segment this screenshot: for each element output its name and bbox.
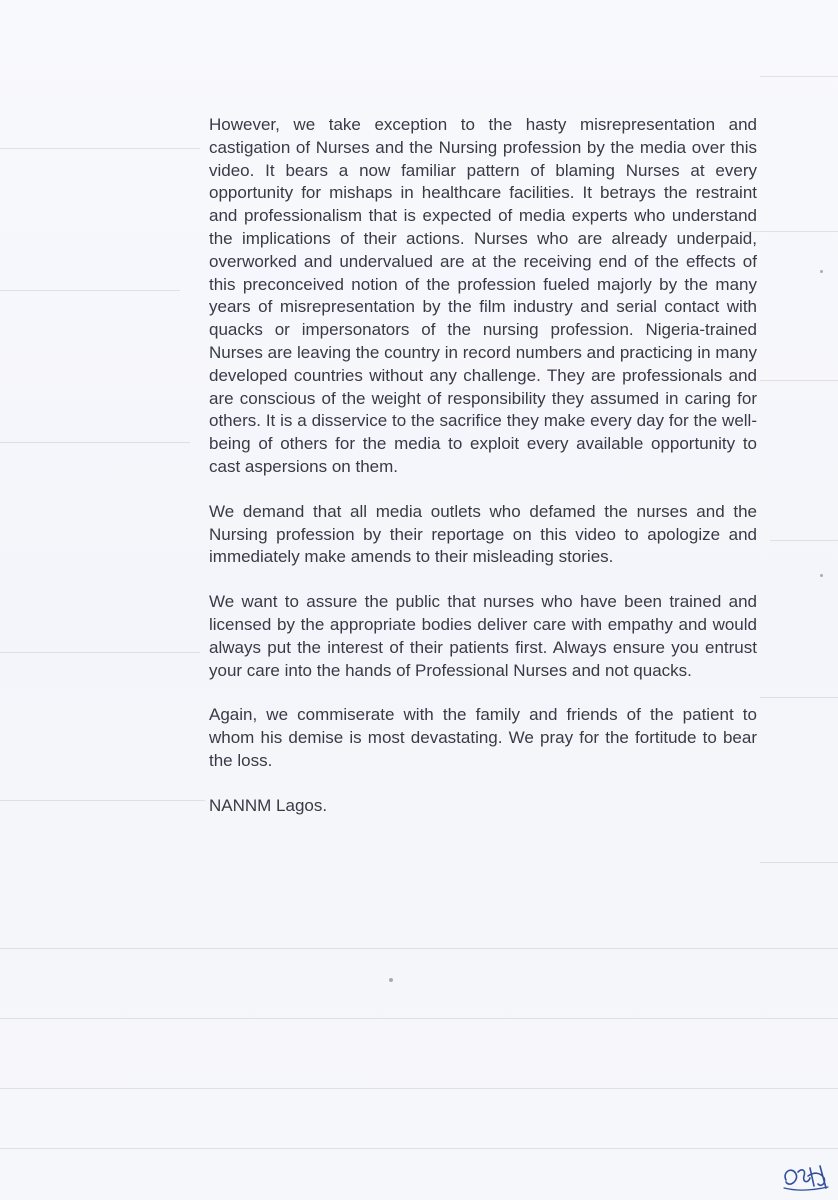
scan-line: [0, 290, 180, 291]
scan-speck: [389, 978, 393, 982]
scan-line: [760, 862, 838, 863]
scan-line: [0, 1088, 838, 1089]
scan-line: [0, 1018, 838, 1019]
letter-body: [209, 114, 757, 818]
signoff: NANNM Lagos.: [209, 795, 328, 815]
scan-speck: [820, 574, 823, 577]
scan-line: [760, 697, 838, 698]
handwritten-initials-mark: [780, 1158, 832, 1194]
scan-line: [0, 442, 190, 443]
paragraph-misrepresentation: However, we take exception to the hasty misrepresentation and castigation of Nurses and the Nursing profession by the media over this video. It bears a now familiar pattern of blaming Nurses at every opportunity for mishaps in healthcare facilities. It betrays the restraint and professionalism that is expected of media experts who understand the implications of their actions. Nurses who are already underpaid, overworked and undervalued are at the receiving end of the effects of this preconceived notion of the profession fueled majorly by the many years of misrepresentation by the film industry and serial contact with quacks or impersonators of the nursing profession. Nigeria-trained Nurses are leaving the country in record numbers and practicing in many developed countries without any challenge. They are professionals and are conscious of the weight of responsibility they assumed in caring for others. It is a disservice to the sacrifice they make every day for the well-being of others for the media to exploit every available opportunity to cast aspersions on them.: [209, 115, 757, 476]
paragraph-public-assurance: We want to assure the public that nurses who have been trained and licensed by the appropriate bodies deliver care with empathy and would always put the interest of their patients first. Always ensure you entrust your care into the hands of Professional Nurses and not quacks.: [209, 592, 757, 680]
scan-line: [0, 652, 200, 653]
scan-line: [0, 800, 205, 801]
scan-line: [0, 1148, 838, 1149]
scan-line: [760, 76, 838, 77]
scan-line: [770, 540, 838, 541]
scan-line: [0, 948, 838, 949]
scan-speck: [820, 270, 823, 273]
paragraph-commiseration: Again, we commiserate with the family and friends of the patient to whom his demise is most devastating. We pray for the fortitude to bear the loss.: [209, 705, 757, 770]
paragraph-demand-apology: We demand that all media outlets who defamed the nurses and the Nursing profession by their reportage on this video to apologize and immediately make amends to their misleading stories.: [209, 501, 757, 567]
scan-line: [760, 380, 838, 381]
scan-line: [0, 148, 200, 149]
